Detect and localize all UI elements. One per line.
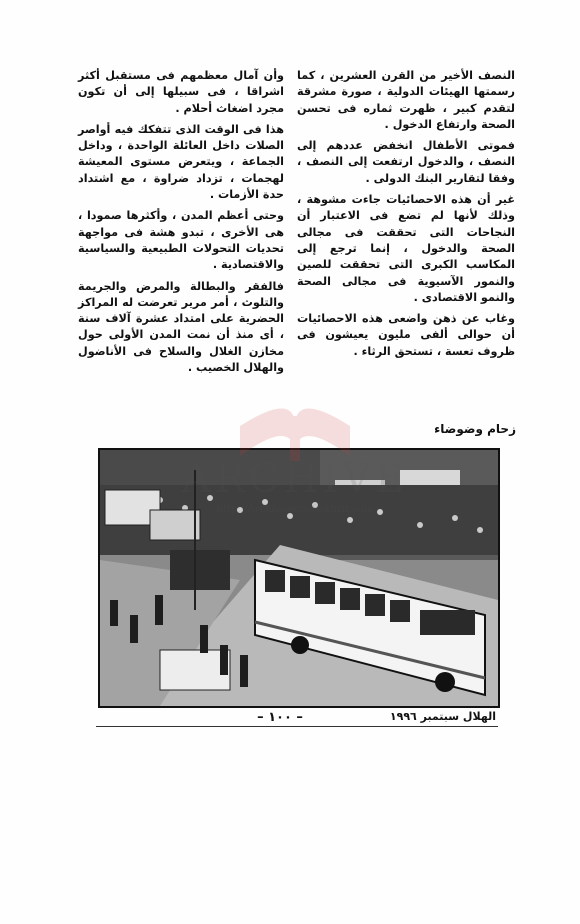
paragraph: غير أن هذه الاحصائيات جاءت مشوهة ، وذلك لأنها لم تضع فى الاعتبار أن النجاحات التى تحققت فى مجالى الصحة والدخول ، إنما ترجع إلى المكاسب الكبرى التى تحققت للصين والنمور الآسيوية فى مجالى الصحة والنمو الاقتصادى . (297, 193, 515, 304)
footer-divider (96, 726, 498, 727)
photo-caption: زحام وضوضاء (434, 422, 516, 436)
article-column-right (297, 68, 515, 365)
paragraph: فالفقر والبطالة والمرض والجريمة والتلوث ، أمر مرير تعرضت له المراكز الحضرية على امتداد عشرة آلاف سنة ، أى منذ أن نمت المدن الأولى حول مخازن الغلال والسلاح فى الأناضول والهلال الخصيب . (78, 279, 284, 375)
article-column-left (78, 68, 284, 381)
paragraph: وغاب عن ذهن واضعى هذه الاحصائيات أن حوالى ألفى مليون يعيشون فى ظروف تعسة ، تستحق الرثاء . (297, 312, 515, 358)
paragraph: فموتى الأطفال انخفض عددهم إلى النصف ، والدخول ارتفعت إلى النصف ، وفقا لتقارير البنك الدولى . (297, 139, 515, 185)
paragraph: وأن آمال معظمهم فى مستقبل أكثر اشراقا ، فى سبيلها إلى أن تكون مجرد اضغاث أحلام . (78, 69, 284, 115)
page-number: – ١٠٠ – (257, 710, 303, 725)
photo-illustration (100, 450, 498, 706)
paragraph: النصف الأخير من القرن العشرين ، كما رسمتها الهيئات الدولية ، صورة مشرقة لتقدم كبير ، ظهرت ثماره فى تحسن الصحة وارتفاع الدخول . (297, 69, 515, 131)
paragraph: هذا فى الوقت الذى تتفكك فيه أواصر الصلات داخل العائلة الواحدة ، وداخل الجماعة ، ويتعرض مستوى المعيشة لهجمات ، تزداد ضراوة ، مع اشتداد حدة الأزمات . (78, 122, 284, 202)
street-crowd-photo (98, 448, 500, 708)
magazine-issue: الهلال سبتمبر ١٩٩٦ (389, 710, 496, 723)
paragraph: وحتى أعظم المدن ، وأكثرها صمودا ، هى الأخرى ، تبدو هشة فى مواجهة تحديات التحولات الطبيعية والسياسية والاقتصادية . (78, 209, 284, 272)
